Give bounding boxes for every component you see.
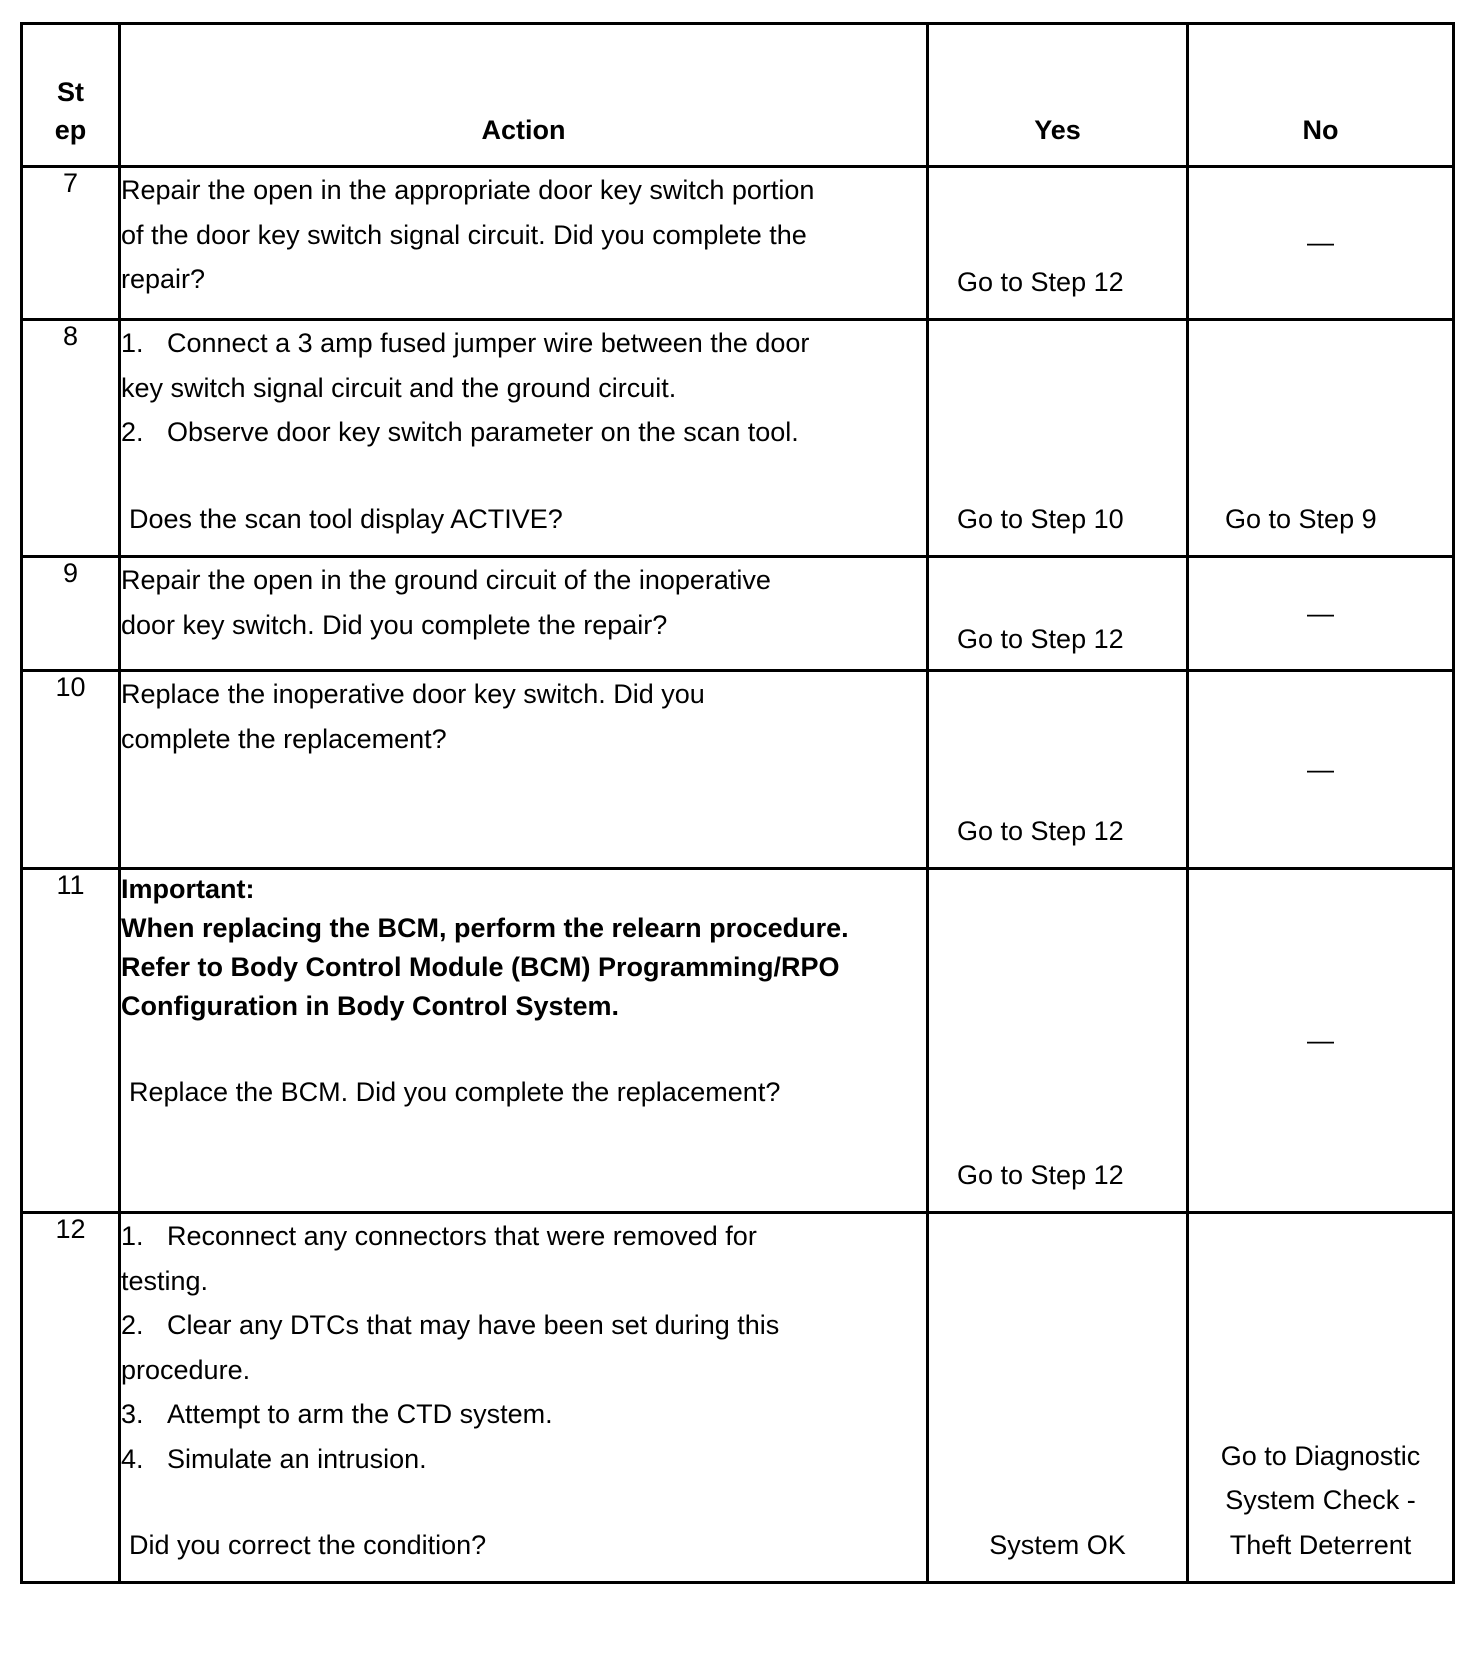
header-yes: [928, 24, 1188, 167]
question-text: Did you correct the condition?: [129, 1530, 487, 1560]
action-cell: [120, 320, 928, 557]
important-text: When replacing the BCM, perform the relearn procedure.: [121, 913, 849, 943]
action-text: repair?: [121, 264, 206, 294]
table-row: [22, 671, 1454, 869]
no-cell: [1188, 320, 1454, 557]
action-text: Repair the open in the ground circuit of the inoperative: [121, 565, 771, 595]
list-item-continuation: key switch signal circuit and the ground circuit.: [121, 372, 677, 403]
step-number: 8: [22, 320, 120, 557]
header-no-label: No: [1302, 115, 1339, 145]
no-dash: —: [1307, 598, 1334, 628]
question-text: Does the scan tool display ACTIVE?: [129, 503, 563, 534]
header-action-label: Action: [481, 115, 566, 145]
table-row: [22, 167, 1454, 320]
list-item: 1. Reconnect any connectors that were removed for: [121, 1221, 757, 1251]
header-yes-label: Yes: [1034, 115, 1081, 145]
list-item-continuation: testing.: [121, 1265, 209, 1296]
yes-cell: [928, 1213, 1188, 1583]
list-item: 1. Connect a 3 amp fused jumper wire between the door: [121, 328, 810, 358]
action-cell: [120, 869, 928, 1213]
no-cell: [1188, 167, 1454, 320]
yes-cell: [928, 167, 1188, 320]
important-text: Refer to Body Control Module (BCM) Programming/RPO: [121, 952, 840, 982]
yes-cell: [928, 320, 1188, 557]
yes-link[interactable]: Go to Step 12: [957, 623, 1124, 654]
yes-link[interactable]: Go to Step 12: [957, 815, 1124, 846]
no-cell: [1188, 671, 1454, 869]
question-text: Replace the BCM. Did you complete the replacement?: [129, 1077, 781, 1107]
action-cell: [120, 167, 928, 320]
action-text: Replace the inoperative door key switch. Did you: [121, 679, 705, 709]
table-row: [22, 869, 1454, 1213]
header-step: [22, 24, 120, 167]
step-number: 11: [22, 869, 120, 1213]
action-text: complete the replacement?: [121, 723, 447, 754]
action-text: Repair the open in the appropriate door key switch portion: [121, 175, 815, 205]
header-row: [22, 24, 1454, 167]
important-text: Configuration in Body Control System.: [121, 991, 619, 1021]
header-action: [120, 24, 928, 167]
step-number: 7: [22, 167, 120, 320]
action-cell: [120, 671, 928, 869]
yes-link[interactable]: Go to Step 12: [957, 1159, 1124, 1190]
action-text: door key switch. Did you complete the repair?: [121, 609, 668, 640]
list-item: 2. Observe door key switch parameter on the scan tool.: [121, 417, 799, 447]
table-row: [22, 320, 1454, 557]
no-dash: —: [1307, 1025, 1334, 1055]
important-label: Important:: [121, 874, 255, 904]
header-no: [1188, 24, 1454, 167]
no-cell: [1188, 869, 1454, 1213]
header-step-line2: ep: [54, 115, 87, 145]
no-cell: [1188, 557, 1454, 671]
no-cell: [1188, 1213, 1454, 1583]
list-item: 3. Attempt to arm the CTD system.: [121, 1399, 553, 1429]
yes-result: System OK: [989, 1529, 1126, 1560]
no-link[interactable]: Go to Diagnostic System Check - Theft Deterrent: [1220, 1440, 1421, 1560]
no-link[interactable]: Go to Step 9: [1225, 503, 1377, 534]
list-item: 4. Simulate an intrusion.: [121, 1443, 427, 1474]
diagnostic-table: [20, 22, 1455, 1584]
yes-link[interactable]: Go to Step 12: [957, 266, 1124, 297]
step-number: 9: [22, 557, 120, 671]
step-number: 12: [22, 1213, 120, 1583]
action-cell: [120, 1213, 928, 1583]
table-row: [22, 557, 1454, 671]
header-step-line1: St: [57, 77, 84, 107]
no-dash: —: [1307, 227, 1334, 258]
list-item: 2. Clear any DTCs that may have been set during this: [121, 1310, 780, 1340]
action-text: of the door key switch signal circuit. Did you complete the: [121, 219, 807, 250]
yes-cell: [928, 869, 1188, 1213]
action-cell: [120, 557, 928, 671]
yes-link[interactable]: Go to Step 10: [957, 503, 1124, 534]
yes-cell: [928, 671, 1188, 869]
step-number: 10: [22, 671, 120, 869]
table-row: [22, 1213, 1454, 1583]
list-item-continuation: procedure.: [121, 1354, 251, 1385]
no-dash: —: [1307, 754, 1334, 784]
yes-cell: [928, 557, 1188, 671]
